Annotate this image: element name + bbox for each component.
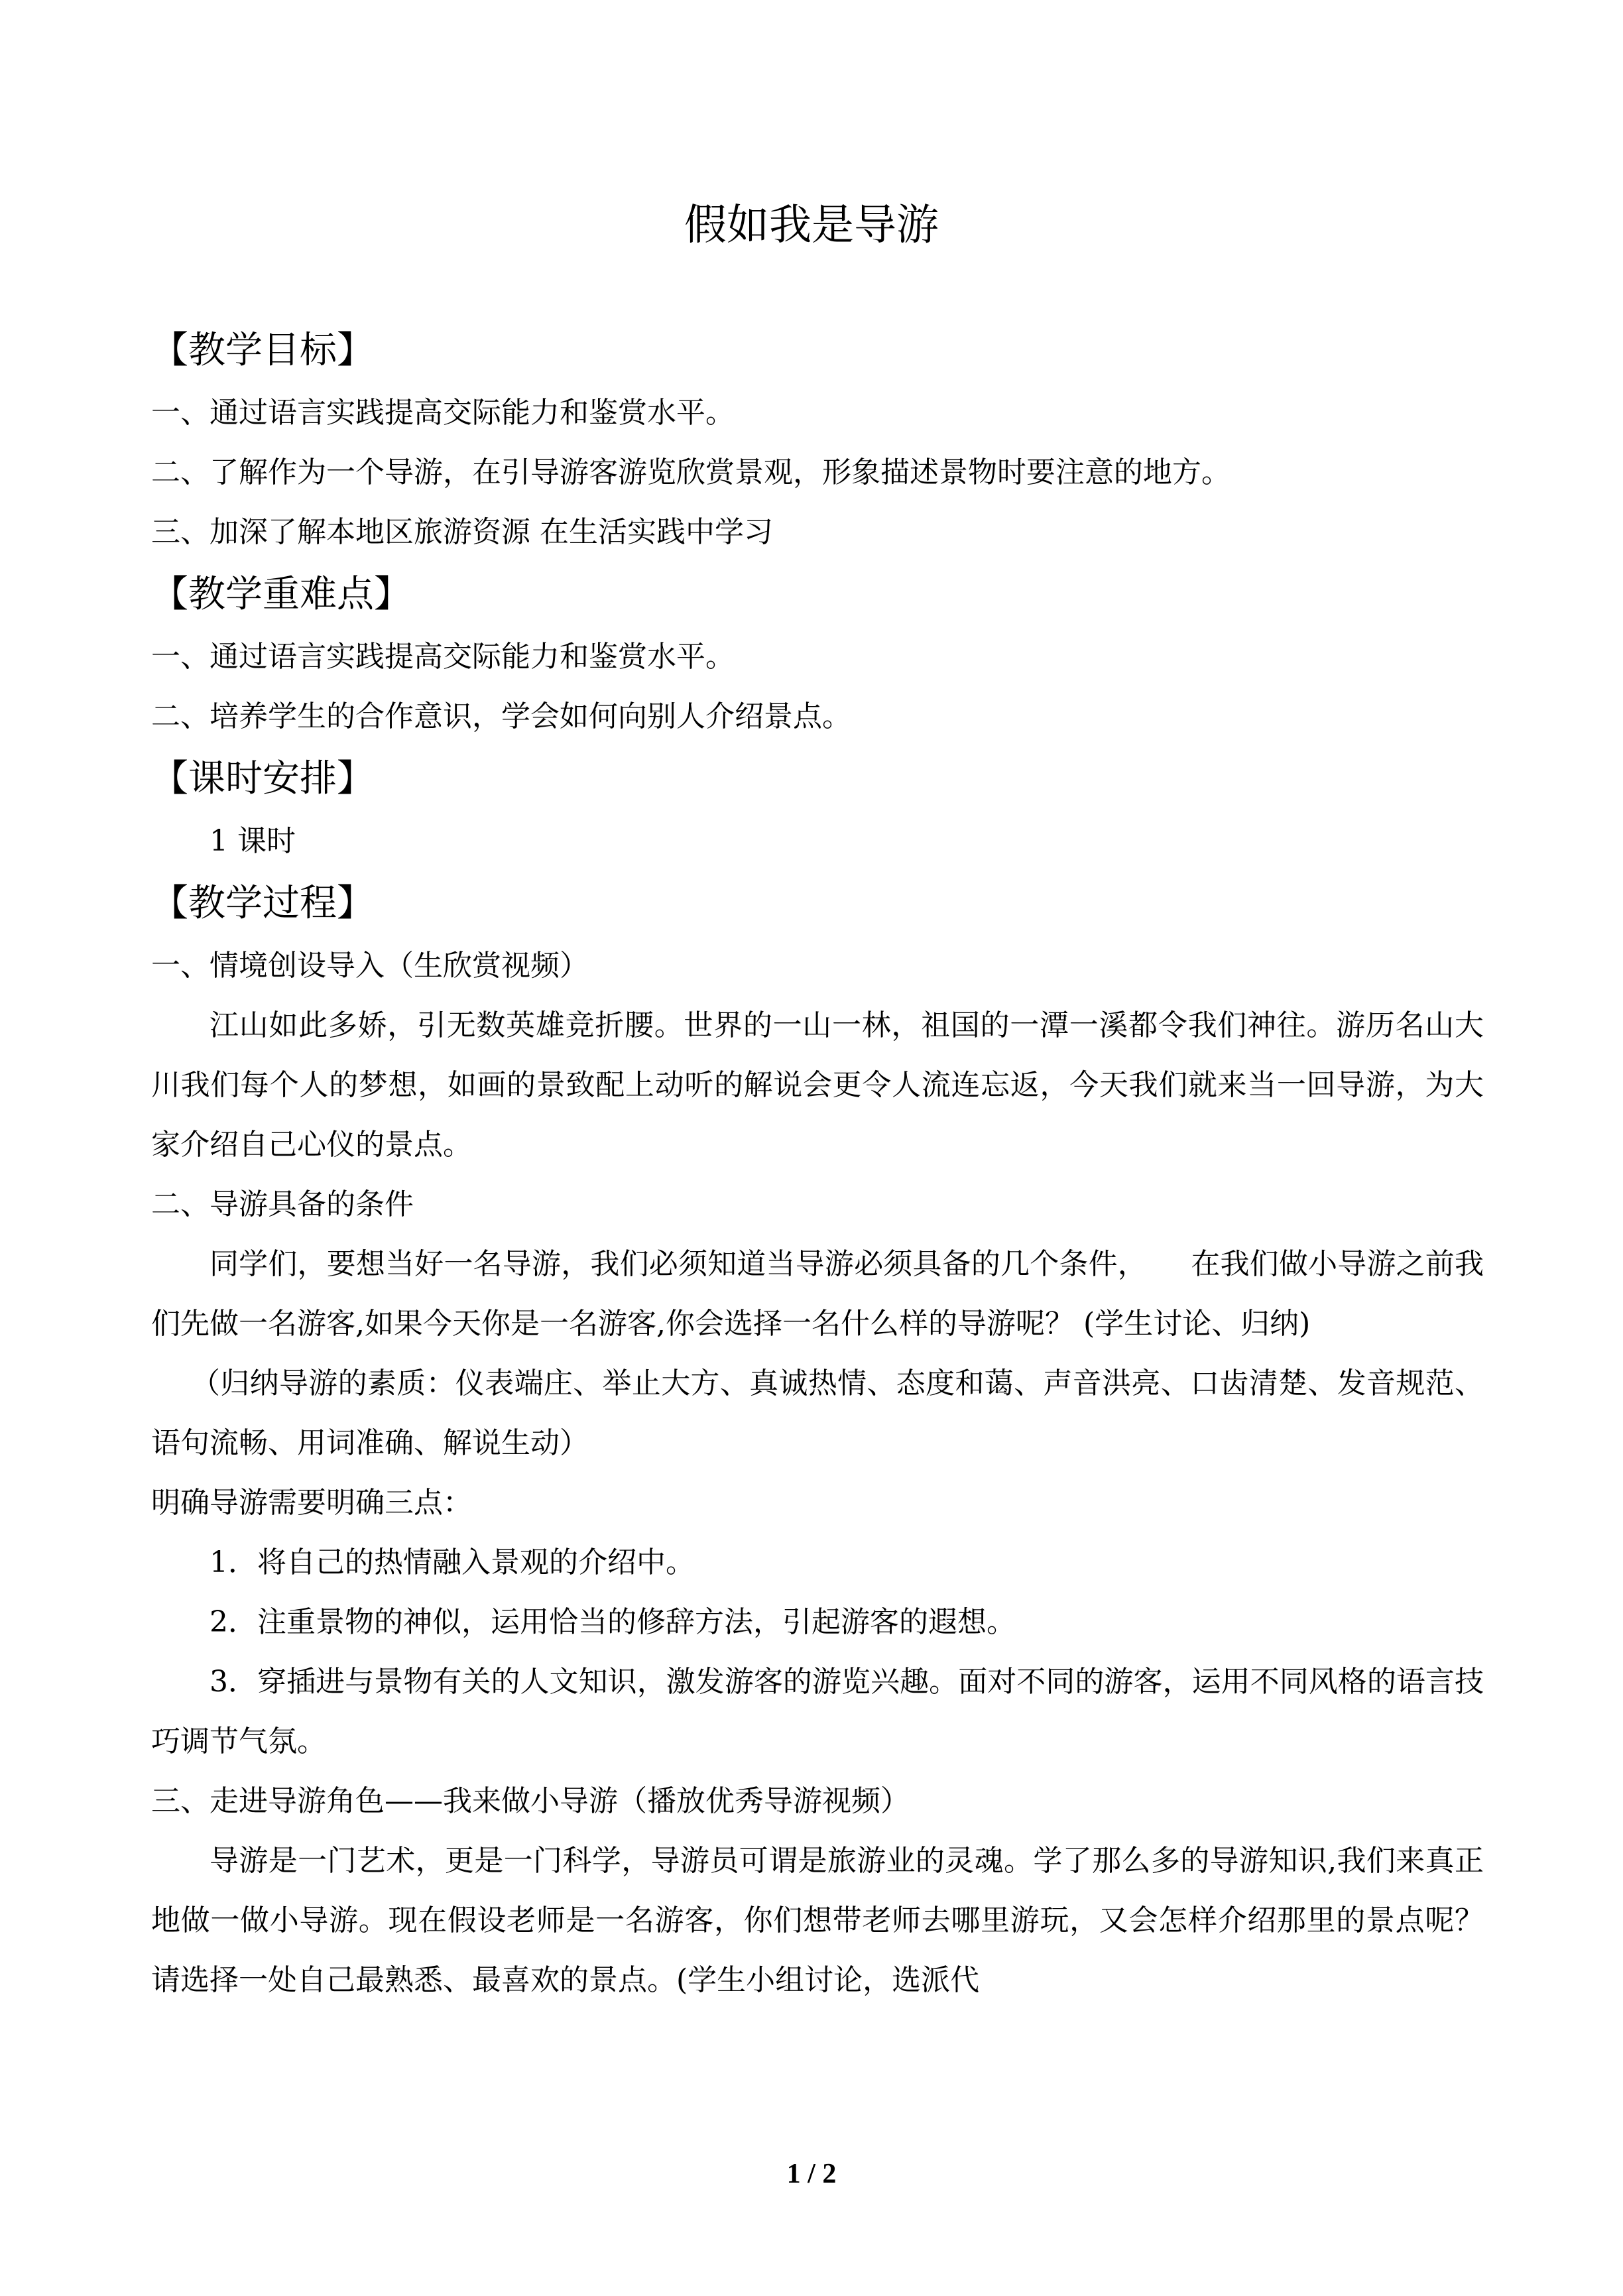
document-title: 假如我是导游: [684, 201, 939, 250]
process-step-3-paragraph: 导游是一门艺术，更是一门科学，导游员可谓是旅游业的灵魂。学了那么多的导游知识,我们来真正地做一做小导游。现在假设老师是一名游客，你们想带老师去哪里游玩，又会怎样介绍那里的景点呢？请选择一处自己最熟悉、最喜欢的景点。(学生小组讨论，选派代: [151, 1844, 1484, 1997]
process-step-2-point-2: 2．注重景物的神似，运用恰当的修辞方法，引起游客的遐想。: [210, 1605, 1016, 1639]
objective-item-3: 三、加深了解本地区旅游资源 在生活实践中学习: [151, 515, 773, 549]
key-point-item-1: 一、通过语言实践提高交际能力和鉴赏水平。: [151, 640, 735, 674]
page-number: 1 / 2: [786, 2159, 837, 2189]
section-heading-objectives: 【教学目标】: [151, 329, 374, 372]
process-step-2-clarify: 明确导游需要明确三点：: [151, 1486, 472, 1520]
process-step-3-title: 三、走进导游角色——我来做小导游（播放优秀导游视频）: [151, 1784, 910, 1818]
section-heading-schedule: 【课时安排】: [151, 757, 374, 800]
key-point-item-2: 二、培养学生的合作意识，学会如何向别人介绍景点。: [151, 699, 851, 733]
objective-item-2: 二、了解作为一个导游，在引导游客游览欣赏景观，形象描述景物时要注意的地方。: [151, 455, 1231, 489]
process-step-2-point-1: 1．将自己的热情融入景观的介绍中。: [210, 1545, 695, 1579]
process-step-2-point-3: 3．穿插进与景物有关的人文知识，激发游客的游览兴趣。面对不同的游客，运用不同风格的语言技巧调节气氛。: [151, 1665, 1484, 1758]
objective-item-1: 一、通过语言实践提高交际能力和鉴赏水平。: [151, 396, 735, 430]
process-step-2-title: 二、导游具备的条件: [151, 1187, 414, 1221]
section-heading-process: 【教学过程】: [151, 882, 374, 925]
process-step-2-paragraph-1: 同学们，要想当好一名导游，我们必须知道当导游必须具备的几个条件， 在我们做小导游之前我们先做一名游客,如果今天你是一名游客,你会选择一名什么样的导游呢？ (学生讨论、归纳): [151, 1247, 1484, 1341]
process-step-2-paragraph-2: （归纳导游的素质：仪表端庄、举止大方、真诚热情、态度和蔼、声音洪亮、口齿清楚、发音规范、语句流畅、用词准确、解说生动）: [151, 1366, 1484, 1460]
section-heading-key-points: 【教学重难点】: [151, 573, 411, 616]
document-body: [151, 318, 1484, 2010]
process-step-1-paragraph: 江山如此多娇，引无数英雄竞折腰。世界的一山一林，祖国的一潭一溪都令我们神往。游历名山大川我们每个人的梦想，如画的景致配上动听的解说会更令人流连忘返，今天我们就来当一回导游，为大家介绍自己心仪的景点。: [151, 1008, 1484, 1162]
schedule-text: 1 课时: [210, 824, 296, 858]
process-step-1-title: 一、情境创设导入（生欣赏视频）: [151, 949, 589, 983]
